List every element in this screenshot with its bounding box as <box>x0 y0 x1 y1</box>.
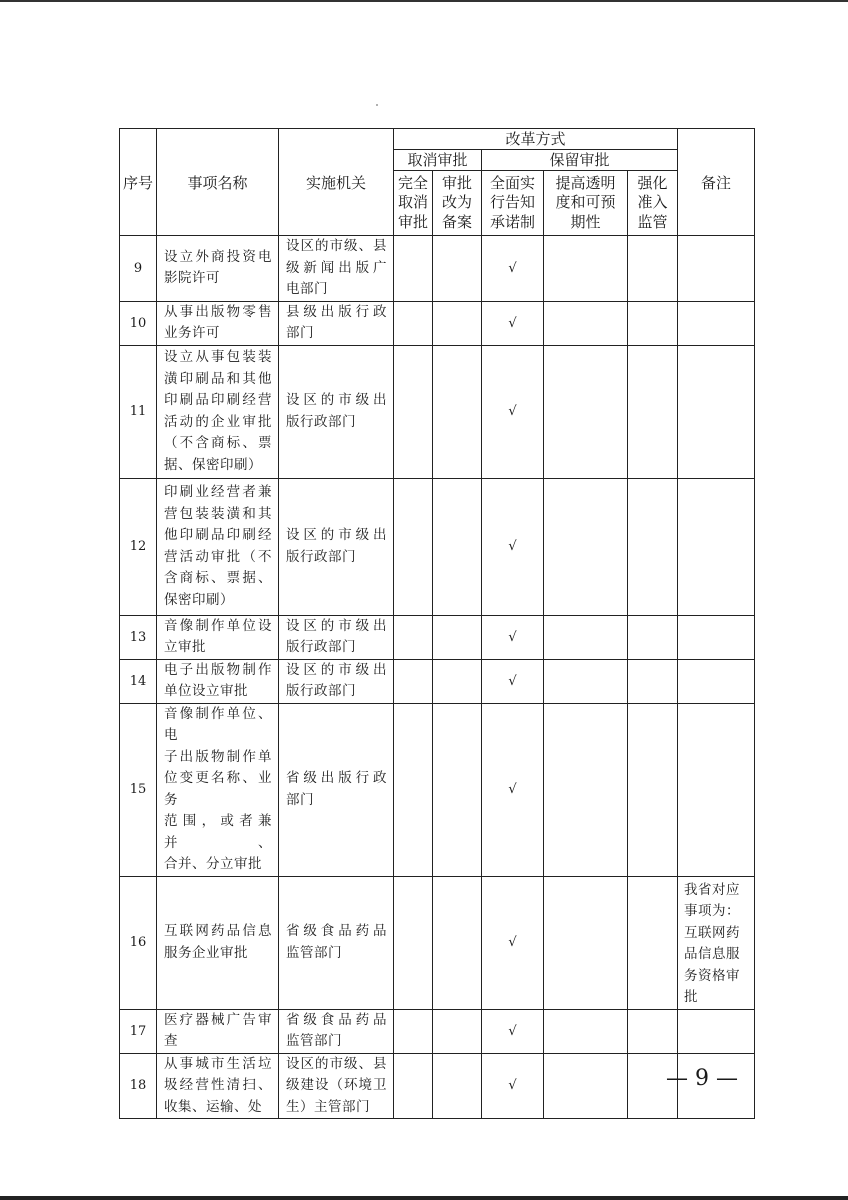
row-item-name: 从事城市生活垃 圾经营性清扫、 收集、运输、处 <box>157 1053 279 1119</box>
row-item-name: 设立从事包装装 潢印刷品和其他 印刷品印刷经营 活动的企业审批 （不含商标、票 据、保密印刷） <box>157 345 279 478</box>
cell-to-record <box>433 1053 482 1119</box>
cell-strengthen <box>628 703 678 876</box>
row-note: 我省对应 事项为： 互联网药 品信息服 务资格审 批 <box>678 876 755 1009</box>
cell-full-cancel <box>394 615 433 659</box>
cell-transparency <box>544 345 628 478</box>
table-row <box>120 876 755 1009</box>
row-agency: 设区的市级、县 级新闻出版广 电部门 <box>279 236 394 302</box>
cell-to-record <box>433 1009 482 1053</box>
row-item-name: 从事出版物零售 业务许可 <box>157 301 279 345</box>
cell-strengthen <box>628 236 678 302</box>
row-seq: 18 <box>120 1053 157 1119</box>
row-seq: 11 <box>120 345 157 478</box>
scan-top-border <box>0 0 848 2</box>
cell-full-cancel <box>394 301 433 345</box>
cell-full-cancel <box>394 659 433 703</box>
table-row <box>120 301 755 345</box>
checkmark-commitment: √ <box>482 478 544 615</box>
cell-to-record <box>433 478 482 615</box>
header-strengthen: 强化 准入 监管 <box>628 171 678 236</box>
table-row <box>120 703 755 876</box>
table-row <box>120 236 755 302</box>
cell-full-cancel <box>394 876 433 1009</box>
row-note <box>678 615 755 659</box>
header-seq: 序号 <box>120 129 157 236</box>
row-agency: 设区的市级、县 级建设（环境卫 生）主管部门 <box>279 1053 394 1119</box>
row-note <box>678 345 755 478</box>
cell-transparency <box>544 876 628 1009</box>
cell-strengthen <box>628 615 678 659</box>
cell-strengthen <box>628 1009 678 1053</box>
row-note <box>678 1009 755 1053</box>
scan-speck <box>376 104 378 106</box>
row-seq: 13 <box>120 615 157 659</box>
cell-strengthen <box>628 659 678 703</box>
table-row <box>120 345 755 478</box>
cell-full-cancel <box>394 1053 433 1119</box>
cell-to-record <box>433 615 482 659</box>
row-item-name: 音像制作单位、电 子出版物制作单 位变更名称、业务 范围，或者兼并、 合并、分立审批 <box>157 703 279 876</box>
table-body <box>120 236 755 1119</box>
row-seq: 9 <box>120 236 157 302</box>
checkmark-commitment: √ <box>482 876 544 1009</box>
row-agency: 省级出版行政 部门 <box>279 703 394 876</box>
cell-to-record <box>433 659 482 703</box>
cell-transparency <box>544 615 628 659</box>
row-seq: 17 <box>120 1009 157 1053</box>
scan-bottom-border <box>0 1196 848 1200</box>
row-note <box>678 301 755 345</box>
cell-transparency <box>544 236 628 302</box>
row-item-name: 设立外商投资电 影院许可 <box>157 236 279 302</box>
row-note <box>678 236 755 302</box>
row-seq: 12 <box>120 478 157 615</box>
header-retain: 保留审批 <box>482 150 678 171</box>
row-agency: 设区的市级出 版行政部门 <box>279 615 394 659</box>
cell-full-cancel <box>394 703 433 876</box>
table-row <box>120 615 755 659</box>
row-item-name: 印刷业经营者兼 营包装装潢和其 他印刷品印刷经 营活动审批（不 含商标、票据、 保密印刷） <box>157 478 279 615</box>
row-agency: 设区的市级出 版行政部门 <box>279 345 394 478</box>
cell-full-cancel <box>394 1009 433 1053</box>
table-row <box>120 659 755 703</box>
row-agency: 设区的市级出 版行政部门 <box>279 478 394 615</box>
page-number: — 9 — <box>666 1066 738 1091</box>
cell-to-record <box>433 236 482 302</box>
cell-to-record <box>433 345 482 478</box>
row-agency: 县级出版行政 部门 <box>279 301 394 345</box>
table-header <box>120 129 755 236</box>
cell-full-cancel <box>394 478 433 615</box>
header-name: 事项名称 <box>157 129 279 236</box>
row-seq: 16 <box>120 876 157 1009</box>
cell-to-record <box>433 301 482 345</box>
table-row <box>120 1009 755 1053</box>
checkmark-commitment: √ <box>482 703 544 876</box>
checkmark-commitment: √ <box>482 1053 544 1119</box>
cell-full-cancel <box>394 345 433 478</box>
cell-to-record <box>433 703 482 876</box>
row-item-name: 互联网药品信息 服务企业审批 <box>157 876 279 1009</box>
header-commitment: 全面实 行告知 承诺制 <box>482 171 544 236</box>
checkmark-commitment: √ <box>482 301 544 345</box>
cell-transparency <box>544 1053 628 1119</box>
row-seq: 10 <box>120 301 157 345</box>
header-to-record: 审批 改为 备案 <box>433 171 482 236</box>
cell-transparency <box>544 301 628 345</box>
header-agency: 实施机关 <box>279 129 394 236</box>
cell-strengthen <box>628 876 678 1009</box>
row-agency: 省级食品药品 监管部门 <box>279 1009 394 1053</box>
cell-strengthen <box>628 301 678 345</box>
cell-strengthen <box>628 345 678 478</box>
checkmark-commitment: √ <box>482 345 544 478</box>
row-note <box>678 659 755 703</box>
cell-full-cancel <box>394 236 433 302</box>
row-note <box>678 703 755 876</box>
row-seq: 15 <box>120 703 157 876</box>
table-row <box>120 478 755 615</box>
row-agency: 设区的市级出 版行政部门 <box>279 659 394 703</box>
checkmark-commitment: √ <box>482 236 544 302</box>
row-item-name: 电子出版物制作 单位设立审批 <box>157 659 279 703</box>
header-note: 备注 <box>678 129 755 236</box>
cell-strengthen <box>628 478 678 615</box>
cell-transparency <box>544 659 628 703</box>
checkmark-commitment: √ <box>482 1009 544 1053</box>
approval-reform-table <box>119 128 755 1119</box>
cell-transparency <box>544 703 628 876</box>
header-reform: 改革方式 <box>394 129 678 150</box>
row-agency: 省级食品药品 监管部门 <box>279 876 394 1009</box>
checkmark-commitment: √ <box>482 659 544 703</box>
row-item-name: 医疗器械广告审 查 <box>157 1009 279 1053</box>
cell-transparency <box>544 478 628 615</box>
header-full-cancel: 完全 取消 审批 <box>394 171 433 236</box>
cell-transparency <box>544 1009 628 1053</box>
row-item-name: 音像制作单位设 立审批 <box>157 615 279 659</box>
header-cancel: 取消审批 <box>394 150 482 171</box>
cell-to-record <box>433 876 482 1009</box>
row-note <box>678 478 755 615</box>
row-seq: 14 <box>120 659 157 703</box>
header-transparency: 提高透明 度和可预 期性 <box>544 171 628 236</box>
checkmark-commitment: √ <box>482 615 544 659</box>
